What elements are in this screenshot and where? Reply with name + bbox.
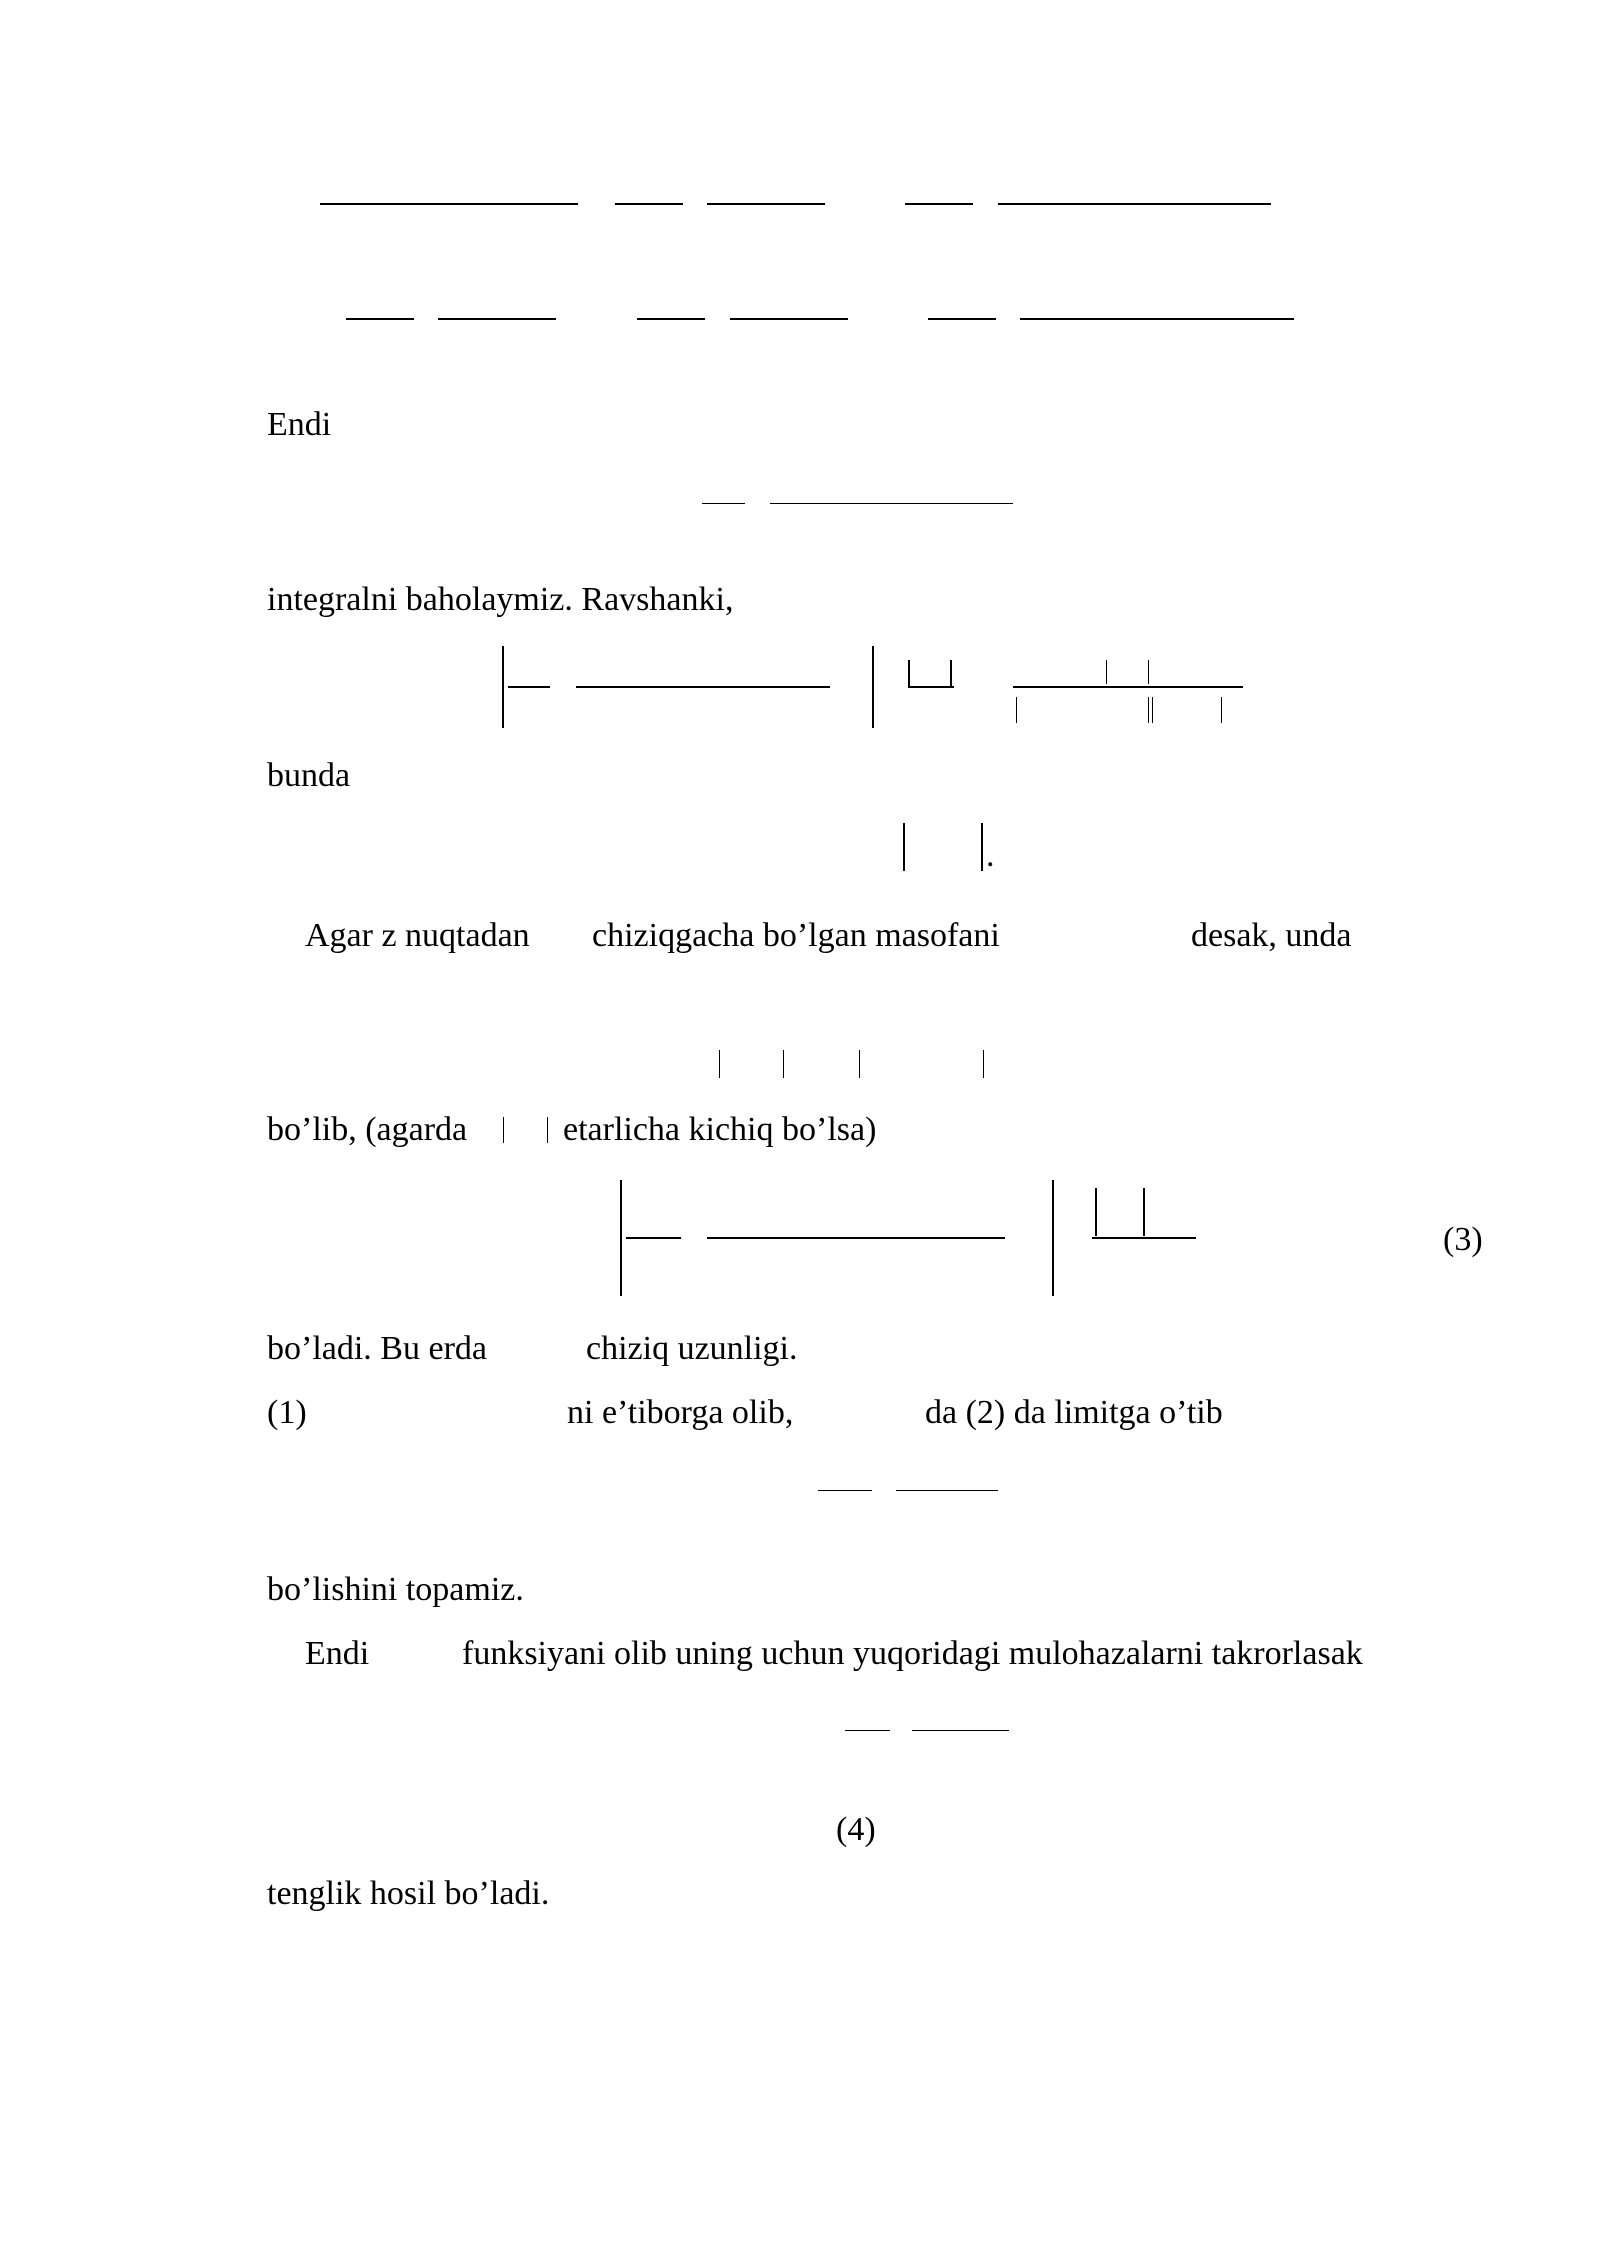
fraction-bar <box>912 1730 1009 1731</box>
abs-bar <box>783 1050 784 1078</box>
abs-bar <box>981 823 983 871</box>
abs-bar <box>719 1050 720 1078</box>
abs-bar <box>903 823 905 871</box>
fraction-bar <box>438 318 556 320</box>
fraction-bar <box>615 203 683 205</box>
paragraph-text: bo’lishini topamiz. <box>267 1571 524 1608</box>
paragraph-text: Endi <box>267 406 332 443</box>
abs-bar <box>859 1050 860 1078</box>
fraction-bar <box>576 686 830 688</box>
paragraph-text: bo’lib, (agarda <box>267 1111 468 1148</box>
paragraph-text: desak, unda <box>1191 917 1352 954</box>
fraction-bar <box>905 203 973 205</box>
fraction-bar <box>707 1237 1005 1239</box>
abs-bar <box>503 1117 504 1143</box>
fraction-bar <box>818 1490 872 1491</box>
abs-bar <box>547 1117 548 1143</box>
paragraph-text: da (2) da limitga o’tib <box>925 1394 1223 1431</box>
fraction-bar <box>770 503 1013 504</box>
paragraph-text: integralni baholaymiz. Ravshanki, <box>267 581 734 618</box>
abs-bar <box>950 660 952 686</box>
paragraph-text: etarlicha kichiq bo’lsa) <box>563 1111 877 1148</box>
equation-number: (3) <box>1443 1221 1483 1258</box>
fraction-bar <box>702 503 745 504</box>
fraction-bar <box>730 318 848 320</box>
fraction-bar <box>845 1730 890 1731</box>
equation-reference: (1) <box>267 1394 307 1431</box>
paragraph-text: bo’ladi. Bu erda <box>267 1330 487 1367</box>
paragraph-text: ni e’tiborga olib, <box>567 1394 794 1431</box>
abs-bar <box>983 1050 984 1078</box>
paragraph-text: chiziq uzunligi. <box>586 1330 798 1367</box>
fraction-bar <box>1092 1237 1196 1239</box>
abs-bar <box>1221 697 1222 723</box>
paragraph-text: tenglik hosil bo’ladi. <box>267 1875 550 1912</box>
fraction-bar <box>908 686 954 688</box>
fraction-bar <box>320 203 578 205</box>
abs-bar <box>502 646 504 728</box>
paragraph-text: Agar z nuqtadan <box>305 917 530 954</box>
abs-bar <box>1095 1188 1097 1236</box>
abs-bar <box>1152 697 1153 723</box>
abs-bar <box>908 660 910 686</box>
abs-bar <box>1148 660 1149 684</box>
fraction-bar <box>626 1237 681 1239</box>
abs-bar <box>1148 697 1149 723</box>
paragraph-text: bunda <box>267 757 351 794</box>
fraction-bar <box>998 203 1271 205</box>
fraction-bar <box>1020 318 1294 320</box>
paragraph-text: Endi <box>305 1635 370 1672</box>
equation-number: (4) <box>836 1811 876 1848</box>
abs-bar <box>620 1180 622 1296</box>
abs-bar <box>872 646 874 728</box>
abs-bar <box>1052 1180 1054 1296</box>
fraction-bar <box>928 318 996 320</box>
abs-bar <box>1143 1188 1145 1236</box>
abs-bar <box>1106 660 1107 684</box>
paragraph-text: funksiyani olib uning uchun yuqoridagi mulohazalarni takrorlasak <box>462 1635 1363 1672</box>
fraction-bar <box>508 686 550 688</box>
paragraph-text: chiziqgacha bo’lgan masofani <box>592 917 1000 954</box>
fraction-bar <box>346 318 414 320</box>
fraction-bar <box>707 203 825 205</box>
period: . <box>986 837 995 874</box>
fraction-bar <box>896 1490 998 1491</box>
fraction-bar <box>637 318 705 320</box>
fraction-bar <box>1013 686 1243 688</box>
abs-bar <box>1016 697 1017 723</box>
